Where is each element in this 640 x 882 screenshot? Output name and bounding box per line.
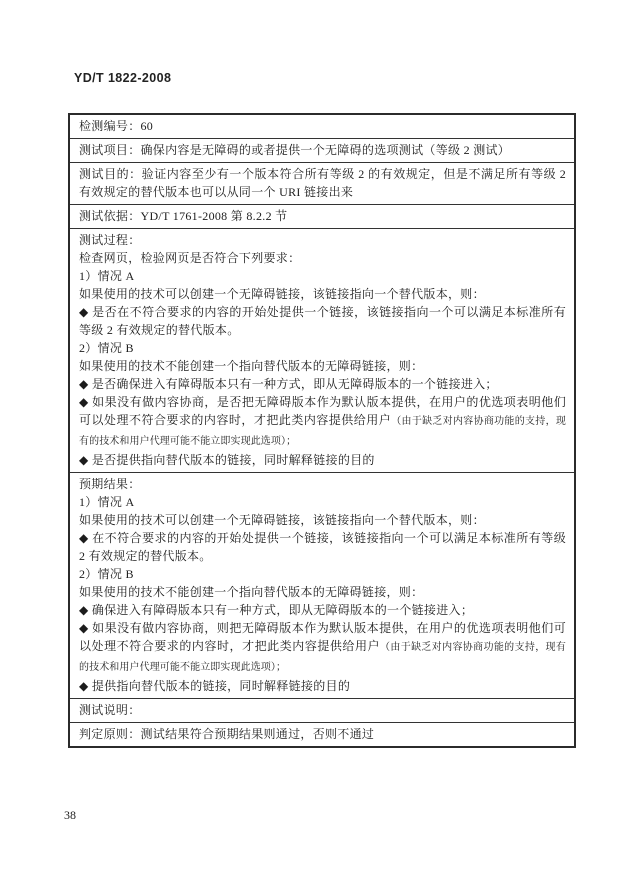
paragraph [79,529,566,565]
paragraph [79,285,566,303]
body-text: 检测编号：60 [79,119,154,133]
paragraph [79,303,566,339]
note-text: （由于缺乏对内容协商功能的支持，现有的技术和用户代理可能不能立即实现此选项）； [79,416,566,447]
paragraph [79,207,566,225]
body-text: ◆ 提供指向替代版本的链接，同时解释链接的目的 [79,679,351,693]
paragraph [79,677,566,695]
body-text: ◆ 如果没有做内容协商，是否把无障碍版本作为默认版本提供，在用户的优选项表明他们可以处理不符合要求的内容时，才把此类内容提供给用户 [79,395,566,427]
body-text: 1）情况 A [79,269,135,283]
body-text: 如果使用的技术不能创建一个指向替代版本的无障碍链接，则： [79,359,424,373]
paragraph [79,393,566,451]
paragraph [79,475,566,493]
body-text: 测试项目：确保内容是无障碍的或者提供一个无障碍的选项测试（等级 2 测试） [79,143,511,157]
paragraph [79,565,566,583]
paragraph [79,701,566,719]
paragraph [79,725,566,743]
paragraph [79,231,566,249]
paragraph [79,117,566,135]
row-test-note [70,699,574,723]
paragraph [79,357,566,375]
body-text: 预期结果： [79,477,141,491]
paragraph [79,339,566,357]
paragraph [79,375,566,393]
body-text: ◆ 在不符合要求的内容的开始处提供一个链接，该链接指向一个可以满足本标准所有等级 2 有效规定的替代版本。 [79,531,566,563]
row-test-item [70,139,574,163]
body-text: 测试目的：验证内容至少有一个版本符合所有等级 2 的有效规定，但是不满足所有等级 2 有效规定的替代版本也可以从同一个 URI 链接出来 [79,167,566,199]
paragraph [79,267,566,285]
paragraph [79,511,566,529]
row-test-purpose [70,163,574,205]
body-text: 判定原则：测试结果符合预期结果则通过，否则不通过 [79,727,375,741]
paragraph [79,165,566,201]
paragraph [79,451,566,469]
body-text: ◆ 如果没有做内容协商，则把无障碍版本作为默认版本提供，在用户的优选项表明他们可以处理不符合要求的内容时，才把此类内容提供给用户 [79,621,566,653]
paragraph [79,249,566,267]
body-text: ◆ 是否在不符合要求的内容的开始处提供一个链接，该链接指向一个可以满足本标准所有等级 2 有效规定的替代版本。 [79,305,566,337]
body-text: 检查网页，检验网页是否符合下列要求： [79,251,301,265]
body-text: 1）情况 A [79,495,135,509]
paragraph [79,141,566,159]
row-test-id [70,115,574,139]
body-text: 如果使用的技术不能创建一个指向替代版本的无障碍链接，则： [79,585,424,599]
row-judgement-rule [70,723,574,746]
body-text: 测试过程： [79,233,141,247]
paragraph [79,583,566,601]
test-spec-table [68,113,576,748]
body-text: 如果使用的技术可以创建一个无障碍链接，该链接指向一个替代版本，则： [79,513,485,527]
note-text: （由于缺乏对内容协商功能的支持，现有的技术和用户代理可能不能立即实现此选项）； [79,642,566,673]
body-text: ◆ 是否提供指向替代版本的链接，同时解释链接的目的 [79,453,375,467]
body-text: 如果使用的技术可以创建一个无障碍链接，该链接指向一个替代版本，则： [79,287,485,301]
document-number-header: YD/T 1822-2008 [74,71,172,85]
body-text: ◆ 确保进入有障碍版本只有一种方式，即从无障碍版本的一个链接进入； [79,603,474,617]
paragraph [79,493,566,511]
row-test-procedure [70,229,574,473]
body-text: 2）情况 B [79,567,134,581]
row-expected-result [70,473,574,699]
body-text: 测试说明： [79,703,141,717]
paragraph [79,619,566,677]
paragraph [79,601,566,619]
row-test-basis [70,205,574,229]
body-text: 2）情况 B [79,341,134,355]
page-number: 38 [64,808,76,822]
body-text: 测试依据：YD/T 1761-2008 第 8.2.2 节 [79,209,288,223]
body-text: ◆ 是否确保进入有障碍版本只有一种方式，即从无障碍版本的一个链接进入； [79,377,498,391]
